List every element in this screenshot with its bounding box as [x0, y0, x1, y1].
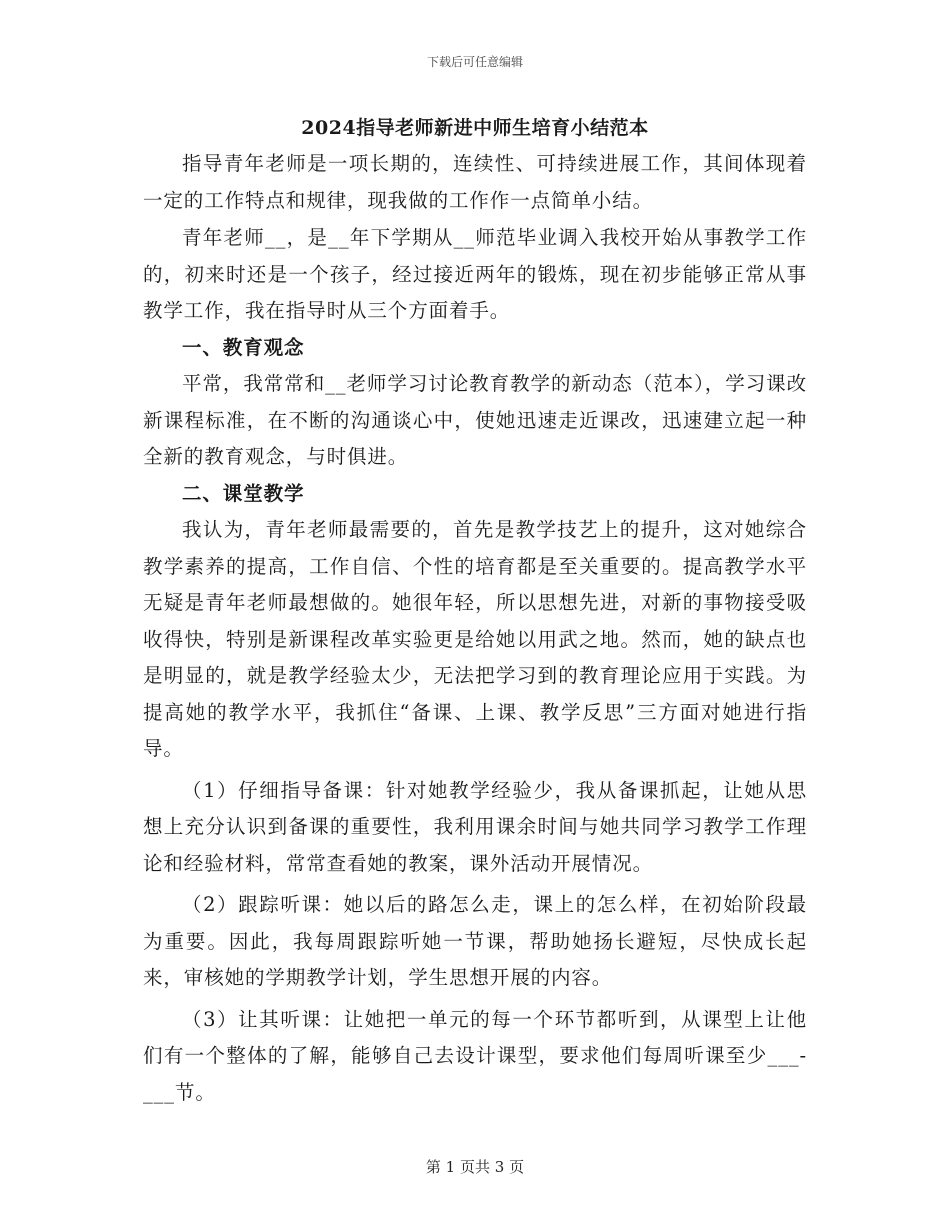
list-item-attend-lessons: （3）让其听课：让她把一单元的每一个环节都听到，从课型上让他们有一个整体的了解，能够自己去设计课型，要求他们每周听课至少___-___节。: [143, 1007, 807, 1104]
paragraph-classroom-teaching: 我认为，青年老师最需要的，首先是教学技艺上的提升，这对她综合教学素养的提高，工作自信、个性的培育都是至关重要的。提高教学水平无疑是青年老师最想做的。她很年轻，所以思想先进，对新的事物接受吸收得快，特别是新课程改革实验更是给她以用武之地。然而，她的缺点也是明显的，就是教学经验太少，无法把学习到的教育理论应用于实践。为提高她的教学水平，我抓住“备课、上课、教学反思”三方面对她进行指导。: [143, 518, 807, 760]
paragraph-intro: 指导青年老师是一项长期的，连续性、可持续进展工作，其间体现着一定的工作特点和规律，现我做的工作作一点简单小结。: [143, 152, 807, 212]
list-item-lesson-prep: （1）仔细指导备课：针对她教学经验少，我从备课抓起，让她从思想上充分认识到备课的重要性，我利用课余时间与她共同学习教学工作理论和经验材料，常常查看她的教案，课外活动开展情况。: [143, 778, 807, 875]
page-footer-page-number: 第 1 页共 3 页: [425, 1158, 525, 1176]
document-body: [143, 110, 807, 1111]
document-title: 2024指导老师新进中师生培育小结范本: [301, 117, 649, 139]
page-header-note: 下载后可任意编辑: [426, 55, 523, 69]
list-item-follow-up-observation: （2）跟踪听课：她以后的路怎么走，课上的怎么样，在初始阶段最为重要。因此，我每周跟踪听她一节课，帮助她扬长避短，尽快成长起来，审核她的学期教学计划，学生思想开展的内容。: [143, 893, 807, 989]
section-heading-education-concept: 一、教育观念: [182, 335, 305, 359]
paragraph-background: 青年老师__，是__年下学期从__师范毕业调入我校开始从事教学工作的，初来时还是一个孩子，经过接近两年的锻炼，现在初步能够正常从事教学工作，我在指导时从三个方面着手。: [143, 226, 807, 322]
paragraph-education-concept: 平常，我常常和__老师学习讨论教育教学的新动态（范本），学习课改新课程标准，在不断的沟通谈心中，使她迅速走近课改，迅速建立起一种全新的教育观念，与时俱进。: [143, 372, 807, 468]
section-heading-classroom-teaching: 二、课堂教学: [182, 481, 305, 505]
